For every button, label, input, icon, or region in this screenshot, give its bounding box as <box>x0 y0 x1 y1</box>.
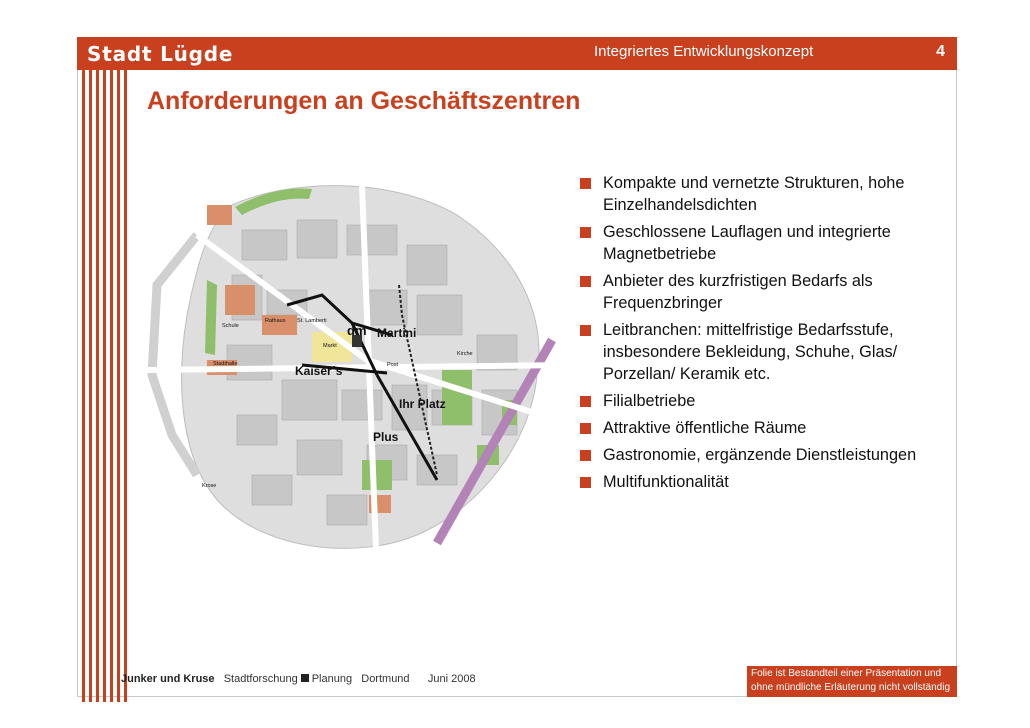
bullet-item: Anbieter des kurzfristigen Bedarfs als Frequenzbringer <box>578 270 958 314</box>
bullet-list <box>578 172 958 498</box>
map-label-markt: Markt <box>323 343 337 349</box>
bullet-item: Multifunktionalität <box>578 471 958 493</box>
bullet-item: Attraktive öffentliche Räume <box>578 417 958 439</box>
map-label-stadthalle: Stadthalle <box>213 361 238 367</box>
footer-credits <box>121 673 476 685</box>
town-name: Stadt Lügde <box>87 42 234 66</box>
town-center-map <box>137 175 577 580</box>
map-label-post: Post <box>387 362 399 368</box>
map-label-schule: Schule <box>222 323 239 329</box>
footer-note-line2: ohne mündliche Erläuterung nicht vollständig <box>751 682 951 693</box>
footer-planning: Planung <box>311 673 353 685</box>
bullet-item: Kompakte und vernetzte Strukturen, hohe Einzelhandelsdichten <box>578 172 958 216</box>
map-label-dm: dm <box>347 323 367 338</box>
map-label-martini: Martini <box>377 326 417 340</box>
map-label-rathaus: Rathaus <box>265 318 286 324</box>
map-label-plus: Plus <box>373 430 399 444</box>
map-label-kirche: Kirche <box>457 351 473 357</box>
map-label-krose: Krose <box>202 483 217 489</box>
concept-title: Integriertes Entwicklungskonzept <box>594 43 814 60</box>
bullet-item: Gastronomie, ergänzende Dienstleistungen <box>578 444 958 466</box>
footer-date: Juni 2008 <box>427 673 476 685</box>
header-bar <box>77 37 957 70</box>
bullet-item: Filialbetriebe <box>578 390 958 412</box>
bullet-item: Leitbranchen: mittelfristige Bedarfsstufe, insbesondere Bekleidung, Schuhe, Glas/ Porzellan/ Keramik etc. <box>578 319 958 385</box>
separator-square-icon <box>301 674 309 682</box>
footer-services: Stadtforschung <box>223 673 298 685</box>
footer-firm: Junker und Kruse <box>121 673 215 685</box>
map-label-lamberti: St. Lamberti <box>297 318 327 324</box>
bullet-item: Geschlossene Lauflagen und integrierte Magnetbetriebe <box>578 221 958 265</box>
footer-note <box>747 666 957 697</box>
decorative-stripes <box>82 37 130 702</box>
footer-note-line1: Folie ist Bestandteil einer Präsentation und <box>751 668 942 679</box>
map-label-ihr-platz: Ihr Platz <box>399 397 446 411</box>
map-label-kaisers: Kaiser´s <box>295 364 343 378</box>
footer-city: Dortmund <box>361 673 410 685</box>
page-title: Anforderungen an Geschäftszentren <box>147 87 581 115</box>
slide-number: 4 <box>936 43 945 60</box>
